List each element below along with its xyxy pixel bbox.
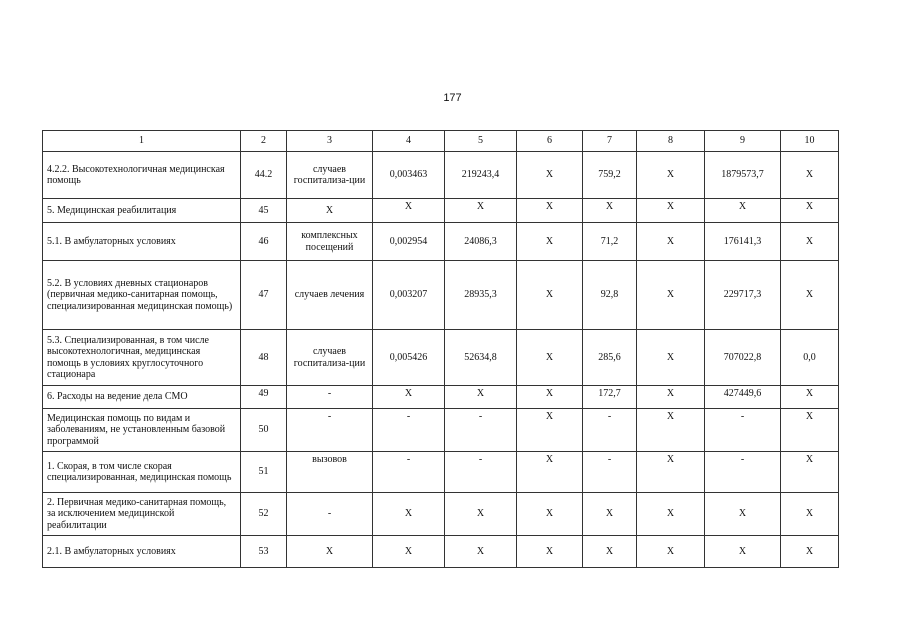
table-row [43, 330, 839, 386]
row-code-cell: 53 [241, 536, 287, 568]
row-code-cell: 46 [241, 223, 287, 261]
header-cell: 1 [43, 131, 241, 152]
row-name-cell: 5.1. В амбулаторных условиях [43, 223, 241, 261]
table-cell: 707022,8 [705, 330, 781, 386]
table-cell: 229717,3 [705, 261, 781, 330]
table-cell: X [517, 199, 583, 223]
table-row [43, 536, 839, 568]
table-cell: 0,002954 [373, 223, 445, 261]
table-cell: 1879573,7 [705, 152, 781, 199]
table-header-row [43, 131, 839, 152]
row-unit-cell: - [287, 409, 373, 452]
data-table [42, 130, 839, 568]
table-cell: 427449,6 [705, 386, 781, 409]
row-unit-cell: случаев госпитализа-ции [287, 152, 373, 199]
table-cell: X [373, 386, 445, 409]
table-cell: - [445, 409, 517, 452]
table-cell: X [637, 452, 705, 493]
table-cell: X [517, 452, 583, 493]
table-cell: X [517, 223, 583, 261]
table-cell: - [445, 452, 517, 493]
table-cell: 0,003463 [373, 152, 445, 199]
table-cell: X [781, 199, 839, 223]
table-cell: - [705, 452, 781, 493]
table-cell: X [445, 536, 517, 568]
page-number: 177 [443, 92, 462, 104]
table-cell: X [517, 261, 583, 330]
row-name-cell: 6. Расходы на ведение дела СМО [43, 386, 241, 409]
row-unit-cell: вызовов [287, 452, 373, 493]
table-cell: X [637, 223, 705, 261]
row-name-cell: 5.2. В условиях дневных стационаров (первичная медико-санитарная помощь, специализированная медицинская помощь) [43, 261, 241, 330]
table-cell: 0,005426 [373, 330, 445, 386]
row-code-cell: 52 [241, 493, 287, 536]
table-cell: 285,6 [583, 330, 637, 386]
table-cell: X [705, 493, 781, 536]
table-cell: - [373, 409, 445, 452]
table-cell: 28935,3 [445, 261, 517, 330]
table-cell: X [637, 199, 705, 223]
table-cell: X [517, 152, 583, 199]
row-unit-cell: X [287, 536, 373, 568]
row-name-cell: 5.3. Специализированная, в том числе высокотехнологичная, медицинская помощь в условиях круглосуточного стационара [43, 330, 241, 386]
row-code-cell: 44.2 [241, 152, 287, 199]
table-row [43, 261, 839, 330]
table-cell: X [637, 493, 705, 536]
table-cell: X [583, 493, 637, 536]
table-cell: 219243,4 [445, 152, 517, 199]
table-row [43, 409, 839, 452]
table-cell: 759,2 [583, 152, 637, 199]
table-cell: X [781, 261, 839, 330]
table-cell: - [583, 409, 637, 452]
table-cell: X [781, 452, 839, 493]
table-row [43, 152, 839, 199]
table-cell: X [781, 493, 839, 536]
table-cell: X [781, 152, 839, 199]
table-cell: 52634,8 [445, 330, 517, 386]
table-cell: 176141,3 [705, 223, 781, 261]
row-unit-cell: X [287, 199, 373, 223]
row-name-cell: 2. Первичная медико-санитарная помощь, за исключением медицинской реабилитации [43, 493, 241, 536]
row-name-cell: Медицинская помощь по видам и заболеваниям, не установленным базовой программой [43, 409, 241, 452]
table-cell: - [583, 452, 637, 493]
table-row [43, 452, 839, 493]
row-unit-cell: комплексных посещений [287, 223, 373, 261]
table-cell: X [637, 330, 705, 386]
table-cell: X [637, 536, 705, 568]
row-code-cell: 45 [241, 199, 287, 223]
row-name-cell: 1. Скорая, в том числе скорая специализированная, медицинская помощь [43, 452, 241, 493]
table-cell: X [705, 536, 781, 568]
table-cell: X [637, 409, 705, 452]
table-cell: X [517, 386, 583, 409]
table-row [43, 199, 839, 223]
header-cell: 6 [517, 131, 583, 152]
table-cell: X [637, 152, 705, 199]
table-cell: 172,7 [583, 386, 637, 409]
row-unit-cell: случаев госпитализа-ции [287, 330, 373, 386]
header-cell: 8 [637, 131, 705, 152]
table-cell: X [637, 386, 705, 409]
table-cell: X [373, 536, 445, 568]
table-row [43, 223, 839, 261]
table-cell: X [781, 409, 839, 452]
table-cell: X [373, 493, 445, 536]
row-unit-cell: - [287, 386, 373, 409]
table-cell: X [517, 330, 583, 386]
row-name-cell: 4.2.2. Высокотехнологичная медицинская помощь [43, 152, 241, 199]
table-cell: X [517, 493, 583, 536]
table-cell: X [445, 199, 517, 223]
header-cell: 2 [241, 131, 287, 152]
table-cell: X [445, 386, 517, 409]
table-cell: X [583, 199, 637, 223]
row-code-cell: 51 [241, 452, 287, 493]
table-cell: - [705, 409, 781, 452]
table-cell: X [637, 261, 705, 330]
table-cell: X [781, 386, 839, 409]
table-cell: X [781, 536, 839, 568]
table-cell: 0,0 [781, 330, 839, 386]
row-unit-cell: - [287, 493, 373, 536]
table-cell: X [517, 409, 583, 452]
header-cell: 4 [373, 131, 445, 152]
table-cell: X [517, 536, 583, 568]
row-code-cell: 47 [241, 261, 287, 330]
table-cell: X [583, 536, 637, 568]
row-code-cell: 50 [241, 409, 287, 452]
header-cell: 5 [445, 131, 517, 152]
table-row [43, 386, 839, 409]
header-cell: 7 [583, 131, 637, 152]
header-cell: 10 [781, 131, 839, 152]
table-cell: 24086,3 [445, 223, 517, 261]
header-cell: 3 [287, 131, 373, 152]
row-name-cell: 2.1. В амбулаторных условиях [43, 536, 241, 568]
row-code-cell: 49 [241, 386, 287, 409]
table-cell: X [373, 199, 445, 223]
header-cell: 9 [705, 131, 781, 152]
table-row [43, 493, 839, 536]
table-cell: X [781, 223, 839, 261]
table-cell: - [373, 452, 445, 493]
row-name-cell: 5. Медицинская реабилитация [43, 199, 241, 223]
table-cell: 0,003207 [373, 261, 445, 330]
row-unit-cell: случаев лечения [287, 261, 373, 330]
table-cell: 71,2 [583, 223, 637, 261]
row-code-cell: 48 [241, 330, 287, 386]
table-cell: X [445, 493, 517, 536]
table-cell: 92,8 [583, 261, 637, 330]
table-cell: X [705, 199, 781, 223]
